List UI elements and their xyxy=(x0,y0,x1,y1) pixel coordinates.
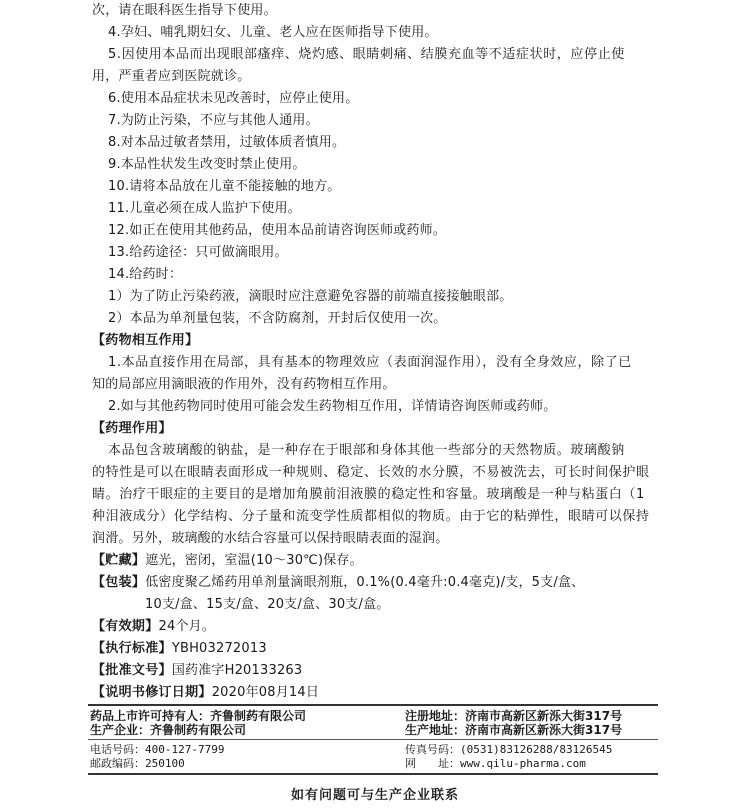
precaution-item-5b: 用，严重者应到医院就诊。 xyxy=(92,69,251,84)
website-row xyxy=(405,756,586,772)
standard-label: 【执行标准】 xyxy=(92,641,172,656)
package-label: 【包装】 xyxy=(92,575,146,590)
footer-mid-rule xyxy=(88,739,658,740)
maker-value: 齐鲁制药有限公司 xyxy=(150,723,247,737)
postcode-label: 邮政编码： xyxy=(90,757,145,770)
package-value-a: 低密度聚乙烯药用单剂量滴眼剂瓶，0.1%(0.4毫升:0.4毫克)/支，5支/盒、 xyxy=(145,575,585,590)
contact-note: 如有问题可与生产企业联系 xyxy=(290,788,459,803)
phone-value: 400-127-7799 xyxy=(145,743,225,756)
precaution-item-11: 11.儿童必须在成人监护下使用。 xyxy=(108,201,301,216)
precaution-item-10: 10.请将本品放在儿童不能接触的地方。 xyxy=(108,179,341,194)
revision-row xyxy=(92,684,662,702)
validity-row xyxy=(92,618,662,636)
precaution-item-8: 8.对本品过敏者禁用，过敏体质者慎用。 xyxy=(108,135,346,150)
maker-label: 生产企业： xyxy=(90,723,151,737)
approval-row xyxy=(92,662,662,680)
website-value: www.qilu-pharma.com xyxy=(460,757,586,770)
prod-address-row xyxy=(405,722,622,738)
pharmacology-line-5: 润滑。另外，玻璃酸的水结合容量可以保持眼睛表面的湿润。 xyxy=(92,531,449,546)
precaution-item-9: 9.本品性状发生改变时禁止使用。 xyxy=(108,157,306,172)
storage-label: 【贮藏】 xyxy=(92,553,146,568)
pharmacology-line-3: 睛。治疗干眼症的主要目的是增加角膜前泪液膜的稳定性和容量。玻璃酸是一种与粘蛋白（1 xyxy=(92,487,645,502)
pharmacology-header: 【药理作用】 xyxy=(92,421,172,436)
precaution-item-12: 12.如正在使用其他药品，使用本品前请咨询医师或药师。 xyxy=(108,223,447,238)
validity-value: 24个月。 xyxy=(158,619,216,634)
footer-bottom-rule xyxy=(88,773,658,775)
precaution-item-7: 7.为防止污染，不应与其他人通用。 xyxy=(108,113,319,128)
precaution-item-14-1: 1）为了防止污染药液，滴眼时应注意避免容器的前端直接接触眼部。 xyxy=(108,289,513,304)
postcode-value: 250100 xyxy=(145,757,185,770)
interactions-p1b: 知的局部应用滴眼液的作用外，没有药物相互作用。 xyxy=(92,377,396,392)
precaution-item-4: 4.孕妇、哺乳期妇女、儿童、老人应在医师指导下使用。 xyxy=(108,25,438,40)
postcode-row xyxy=(90,756,185,772)
holder-label: 药品上市许可持有人： xyxy=(90,709,211,723)
interactions-p1a: 1.本品直接作用在局部，具有基本的物理效应（表面润湿作用），没有全身效应，除了已 xyxy=(108,355,632,370)
reg-address-label: 注册地址： xyxy=(405,709,466,723)
prod-address-label: 生产地址： xyxy=(405,723,466,737)
precaution-item-13: 13.给药途径：只可做滴眼用。 xyxy=(108,245,288,260)
interactions-p2: 2.如与其他药物同时使用可能会发生药物相互作用，详情请咨询医师或药师。 xyxy=(108,399,557,414)
standard-value: YBH03272013 xyxy=(171,641,267,656)
interactions-header: 【药物相互作用】 xyxy=(92,333,199,348)
storage-value: 遮光，密闭，室温(10～30℃)保存。 xyxy=(145,553,363,568)
website-label: 网 址： xyxy=(405,757,460,770)
precaution-item-14: 14.给药时： xyxy=(108,267,183,282)
storage-row xyxy=(92,552,662,570)
precaution-item-14-2: 2）本品为单剂量包装，不含防腐剂，开封后仅使用一次。 xyxy=(108,311,447,326)
precaution-item-5a: 5.因使用本品而出现眼部瘙痒、烧灼感、眼睛刺痛、结膜充血等不适症状时，应停止使 xyxy=(108,47,625,62)
revision-label: 【说明书修订日期】 xyxy=(92,685,212,700)
pharmacology-line-4: 种泪液成分）化学结构、分子量和流变学性质都相似的物质。由于它的粘弹性，眼睛可以保持 xyxy=(92,509,650,524)
phone-label: 电话号码： xyxy=(90,743,145,756)
pharmacology-line-2: 的特性是可以在眼睛表面形成一种规则、稳定、长效的水分膜，不易被洗去，可长时间保护眼 xyxy=(92,465,650,480)
approval-label: 【批准文号】 xyxy=(92,663,172,678)
maker-row xyxy=(90,722,246,738)
pharmacology-line-1: 本品包含玻璃酸的钠盐，是一种存在于眼部和身体其他一些部分的天然物质。玻璃酸钠 xyxy=(108,443,625,458)
fax-value: (0531)83126288/83126545 xyxy=(460,743,613,756)
prod-address-value: 济南市高新区新泺大街317号 xyxy=(465,723,623,737)
approval-value: 国药准字H20133263 xyxy=(171,663,303,678)
fax-label: 传真号码： xyxy=(405,743,460,756)
package-row xyxy=(92,574,662,592)
revision-value: 2020年08月14日 xyxy=(211,685,320,700)
precaution-item-6: 6.使用本品症状未见改善时，应停止使用。 xyxy=(108,91,359,106)
standard-row xyxy=(92,640,662,658)
precaution-line-3-tail: 次，请在眼科医生指导下使用。 xyxy=(92,3,277,18)
holder-value: 齐鲁制药有限公司 xyxy=(210,709,307,723)
validity-label: 【有效期】 xyxy=(92,619,159,634)
package-value-b: 10支/盒、15支/盒、20支/盒、30支/盒。 xyxy=(145,597,390,612)
reg-address-value: 济南市高新区新泺大街317号 xyxy=(465,709,623,723)
footer-top-rule xyxy=(88,704,658,706)
